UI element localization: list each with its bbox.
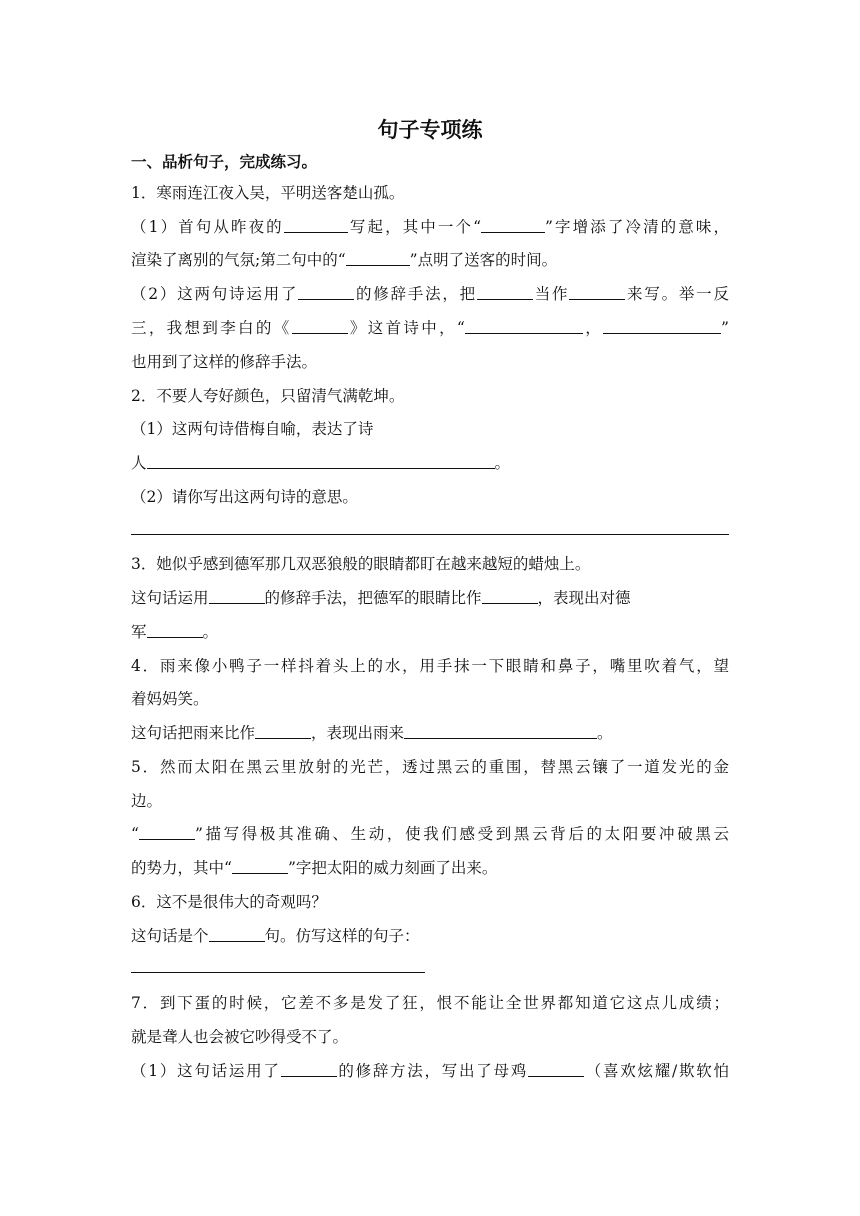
answer-blank[interactable] <box>139 824 195 840</box>
question-5-line-1: “ ”描写得极其准确、生动，使我们感受到黑云背后的太阳要冲破黑云 <box>131 825 729 843</box>
answer-blank[interactable] <box>284 217 348 233</box>
question-5-line-2: 的势力，其中“ ”字把太阳的威力刻画了出来。 <box>131 859 498 877</box>
question-4-stem-line-1: 4．雨来像小鸭子一样抖着头上的水，用手抹一下眼睛和鼻子，嘴里吹着气，望 <box>131 657 729 675</box>
question-7-stem-line-2: 就是聋人也会被它吵得受不了。 <box>131 1028 349 1046</box>
question-2-stem: 2．不要人夸好颜色，只留清气满乾坤。 <box>131 387 405 405</box>
question-1-stem: 1．寒雨连江夜入吴，平明送客楚山孤。 <box>131 184 405 202</box>
question-1-part-2-line-2: 三，我想到李白的《 》这首诗中，“ ， ” <box>131 319 729 337</box>
question-5-stem-line-2: 边。 <box>131 792 163 810</box>
page-title: 句子专项练 <box>377 118 483 142</box>
question-6-line-1: 这句话是个 句。仿写这样的句子： <box>131 927 420 945</box>
question-1-part-2-line-1: （2）这两句诗运用了 的修辞手法，把 当作 来写。举一反 <box>131 285 729 303</box>
question-1-part-2-line-3: 也用到了这样的修辞手法。 <box>131 353 318 371</box>
answer-blank[interactable] <box>147 622 203 638</box>
answer-blank[interactable] <box>232 858 288 874</box>
question-2-part-2: （2）请你写出这两句诗的意思。 <box>131 488 358 506</box>
answer-blank[interactable] <box>281 1061 337 1077</box>
answer-blank[interactable] <box>528 1061 584 1077</box>
answer-blank[interactable] <box>209 588 265 604</box>
question-5-stem-line-1: 5．然而太阳在黑云里放射的光芒，透过黑云的重围，替黑云镶了一道发光的金 <box>131 758 729 776</box>
question-3-line-2: 军 。 <box>131 623 219 641</box>
answer-blank[interactable] <box>147 453 495 469</box>
answer-blank[interactable] <box>292 318 348 334</box>
question-3-stem: 3．她似乎感到德军那几双恶狼般的眼睛都盯在越来越短的蜡烛上。 <box>131 555 591 573</box>
question-2-part-1-line-1: （1）这两句诗借梅自喻，表达了诗 <box>131 420 374 438</box>
question-2-part-1-line-2: 人 。 <box>131 454 511 472</box>
question-1-part-1-line-2: 渲染了离别的气氛;第二句中的“ ”点明了送客的时间。 <box>131 251 558 269</box>
answer-blank[interactable] <box>255 723 311 739</box>
answer-line[interactable] <box>131 972 425 973</box>
section-heading: 一、品析句子，完成练习。 <box>131 153 318 171</box>
answer-blank[interactable] <box>477 284 533 300</box>
answer-line[interactable] <box>131 534 729 535</box>
question-3-line-1: 这句话运用 的修辞手法，把德军的眼睛比作 ，表现出对德 <box>131 589 631 607</box>
answer-blank[interactable] <box>209 926 265 942</box>
answer-blank[interactable] <box>465 318 583 334</box>
answer-blank[interactable] <box>346 250 410 266</box>
answer-blank[interactable] <box>569 284 625 300</box>
answer-blank[interactable] <box>404 723 597 739</box>
answer-blank[interactable] <box>298 284 354 300</box>
answer-blank[interactable] <box>481 217 545 233</box>
question-7-stem-line-1: 7．到下蛋的时候，它差不多是发了狂，恨不能让全世界都知道它这点儿成绩； <box>131 994 729 1012</box>
answer-blank[interactable] <box>482 588 538 604</box>
question-4-stem-line-2: 着妈妈笑。 <box>131 690 209 708</box>
question-6-stem: 6．这不是很伟大的奇观吗？ <box>131 893 327 911</box>
question-4-line-1: 这句话把雨来比作 ，表现出雨来 。 <box>131 724 613 742</box>
answer-blank[interactable] <box>603 318 721 334</box>
question-1-part-1-line-1: （1）首句从昨夜的 写起，其中一个“ ”字增添了冷清的意味， <box>131 218 729 236</box>
question-7-part-1-line-1: （1）这句话运用了 的修辞方法，写出了母鸡 （喜欢炫耀/欺软怕 <box>131 1062 729 1080</box>
